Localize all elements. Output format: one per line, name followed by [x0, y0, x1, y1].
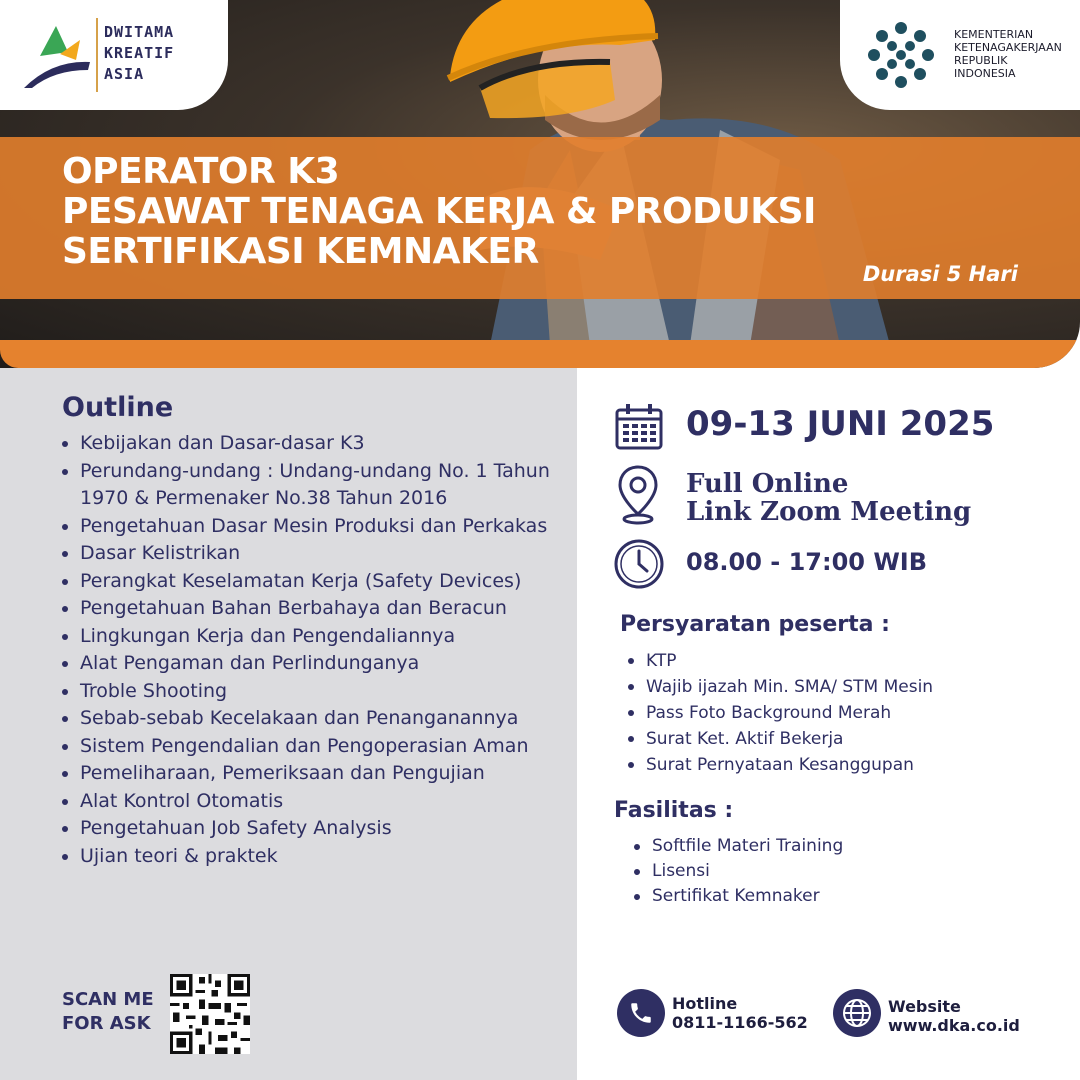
- website-url[interactable]: www.dka.co.id: [888, 1016, 1020, 1035]
- list-item: Ujian teori & praktek: [58, 843, 558, 871]
- hotline-button[interactable]: [617, 989, 665, 1037]
- list-item: Lisensi: [628, 859, 843, 884]
- list-item: Pass Foto Background Merah: [622, 700, 933, 726]
- kemnaker-logo-text: KEMENTERIAN KETENAGAKERJAAN REPUBLIK INDONESIA: [954, 28, 1062, 80]
- list-item: Troble Shooting: [58, 678, 558, 706]
- list-item: Sertifikat Kemnaker: [628, 884, 843, 909]
- qr-code[interactable]: [170, 974, 250, 1054]
- hotline-number[interactable]: 0811-1166-562: [672, 1013, 808, 1032]
- outline-title: Outline: [62, 392, 174, 423]
- globe-icon: [841, 997, 873, 1029]
- hero-bottom-accent: [0, 340, 1080, 368]
- list-item: Dasar Kelistrikan: [58, 540, 558, 568]
- list-item: Lingkungan Kerja dan Pengendaliannya: [58, 623, 558, 651]
- list-item: Perundang-undang : Undang-undang No. 1 Tahun 1970 & Permenaker No.38 Tahun 2016: [58, 458, 558, 513]
- website-button[interactable]: [833, 989, 881, 1037]
- list-item: Pengetahuan Bahan Berbahaya dan Beracun: [58, 595, 558, 623]
- event-location: [686, 470, 971, 526]
- facilities-title: Fasilitas :: [614, 798, 734, 823]
- clock-icon: [613, 538, 665, 590]
- list-item: Surat Ket. Aktif Bekerja: [622, 726, 933, 752]
- dka-logo: [0, 0, 228, 110]
- duration-label: Durasi 5 Hari: [862, 262, 1018, 286]
- logo-divider: [96, 18, 98, 92]
- dka-logo-mark: [22, 22, 92, 92]
- list-item: Pemeliharaan, Pemeriksaan dan Pengujian: [58, 760, 558, 788]
- location-line-2: Link Zoom Meeting: [686, 497, 972, 527]
- list-item: Wajib ijazah Min. SMA/ STM Mesin: [622, 674, 933, 700]
- list-item: Surat Pernyataan Kesanggupan: [622, 752, 933, 778]
- requirements-title: Persyaratan peserta :: [620, 612, 890, 637]
- calendar-icon: [614, 402, 664, 452]
- website-info: [888, 997, 1020, 1035]
- list-item: Perangkat Keselamatan Kerja (Safety Devices): [58, 568, 558, 596]
- event-time: 08.00 - 17:00 WIB: [686, 548, 928, 576]
- location-pin-icon: [616, 464, 660, 526]
- title-line-2: PESAWAT TENAGA KERJA & PRODUKSI: [62, 191, 816, 232]
- hotline-label: Hotline: [672, 994, 738, 1013]
- list-item: Pengetahuan Dasar Mesin Produksi dan Perkakas: [58, 513, 558, 541]
- kemnaker-logo: [840, 0, 1080, 110]
- course-title: [62, 152, 1022, 272]
- title-line-3: SERTIFIKASI KEMNAKER: [62, 231, 539, 272]
- list-item: Alat Pengaman dan Perlindunganya: [58, 650, 558, 678]
- location-line-1: Full Online: [686, 469, 849, 499]
- requirements-list: [622, 648, 933, 778]
- list-item: Alat Kontrol Otomatis: [58, 788, 558, 816]
- list-item: Sebab-sebab Kecelakaan dan Penanganannya: [58, 705, 558, 733]
- dka-logo-text: DWITAMA KREATIF ASIA: [104, 23, 175, 83]
- scan-me-label: SCAN ME FOR ASK: [62, 989, 154, 1034]
- list-item: Sistem Pengendalian dan Pengoperasian Aman: [58, 733, 558, 761]
- website-label: Website: [888, 997, 961, 1016]
- list-item: Softfile Materi Training: [628, 834, 843, 859]
- facilities-list: [628, 834, 843, 909]
- list-item: Pengetahuan Job Safety Analysis: [58, 815, 558, 843]
- phone-icon: [628, 1000, 654, 1026]
- title-line-1: OPERATOR K3: [62, 151, 340, 192]
- list-item: KTP: [622, 648, 933, 674]
- list-item: Kebijakan dan Dasar-dasar K3: [58, 430, 558, 458]
- outline-list: [58, 430, 558, 870]
- kemnaker-logo-mark: [864, 18, 938, 92]
- event-date: 09-13 JUNI 2025: [686, 404, 995, 444]
- hotline-info: [672, 994, 808, 1032]
